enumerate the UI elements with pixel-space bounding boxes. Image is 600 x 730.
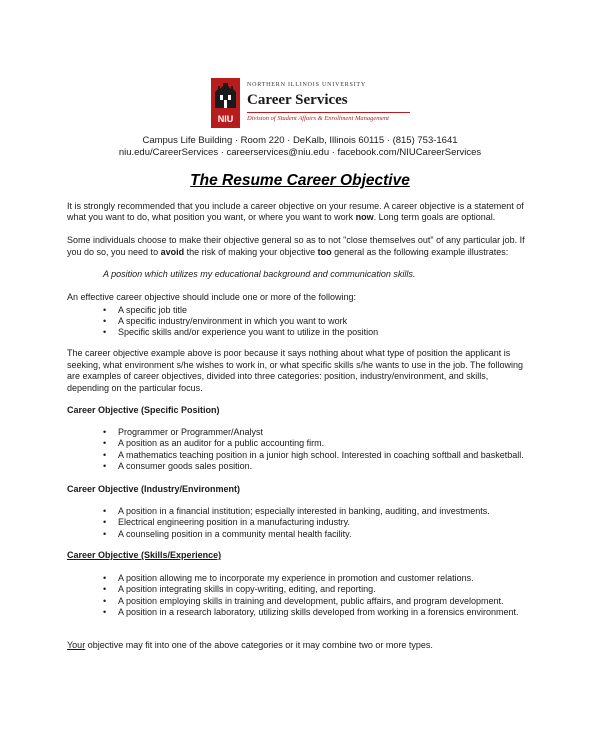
p1-line-2: what you want to do, what position you want, or where you want to work now. Long term goals are optional. [67, 212, 496, 222]
effective-intro: An effective career objective should include one or more of the following: [67, 292, 357, 302]
org-name: Career Services [247, 92, 348, 108]
p3-line-4: depending on the particular focus. [67, 383, 203, 393]
logo-divider [247, 112, 410, 113]
division-name: Division of Student Affairs & Enrollment Management [247, 115, 389, 122]
svg-text:NIU: NIU [217, 114, 234, 124]
closing-line: Your objective may fit into one of the above categories or it may combine two or more types. [67, 640, 433, 650]
p3-line-2: seeking, what environment s/he wishes to work in, or what specific skills s/he wants to use in the job. The following [67, 360, 524, 370]
career-services-logo [211, 78, 421, 128]
section-heading-industry: Career Objective (Industry/Environment) [67, 484, 241, 494]
university-name: NORTHERN ILLINOIS UNIVERSITY [247, 82, 367, 88]
p3-line-3: are examples of career objectives, divided into three categories: position, industry/environment, and skills, [67, 371, 489, 381]
section-heading-position: Career Objective (Specific Position) [67, 405, 220, 415]
section-heading-skills: Career Objective (Skills/Experience) [67, 550, 222, 560]
p1-line-1: It is strongly recommended that you include a career objective on your resume. A career objective is a statement of [67, 201, 524, 211]
p2-line-2: you do so, you need to avoid the risk of making your objective too general as the following example illustrates: [67, 247, 509, 257]
web-line: niu.edu/CareerServices · careerservices@niu.edu · facebook.com/NIUCareerServices [118, 147, 482, 158]
niu-logo-icon [211, 78, 240, 128]
address-line: Campus Life Building · Room 220 · DeKalb, Illinois 60115 · (815) 753-1641 [142, 135, 458, 146]
document-page: NIU NORTHERN ILLINOIS UNIVERSITY Career Services Division of Student Affairs & Enrollment Management Campus Life Building · Room 220 · DeKalb, Illinois 60115 · (815) 753-1641 niu.edu/CareerServices · careerservices@niu.edu · facebook.com/NIUCareerServices The Resume Career Objective It is strongly recommended that you include a career objective on your resume. A career objective is a statement of what you want to do, what position you want, or where you want to work now. Long term goals are optional. Some individuals choose to make their objective general so as to not "close themselves out" of any particular job. If you do so, you need to avoid the risk of making your objective too general as the following example illustrates: A position which utilizes my educational background and communication skills. An effective career objective should include one or more of the following: • A specific job title • A specific industry/environment in which you want to work • Specific skills and/or experience you want to utilize in the position The career objective example above is poor because it says nothing about what type of position the applicant is seeking, what environment s/he wishes to work in, or what specific skills s/he wants to use in the job. The following are examples of career objectives, divided into three categories: position, industry/environment, and skills, depending on the particular focus. Career Objective (Specific Position) • Programmer or Programmer/Analyst • A position as an auditor for a public accounting firm. • A mathematics teaching position in a junior high school. Interested in coaching softball and basketball. • A consumer goods sales position. Career Objective (Industry/Environment) • A position in a financial institution; especially interested in banking, auditing, and investments. • Electrical engineering position in a manufacturing industry. • A counseling position in a community mental health facility. Career Objective (Skills/Experience) • A position allowing me to incorporate my experience in promotion and customer relations. • A position integrating skills in copy-writing, editing, and reporting. • A position employing skills in training and development, public affairs, and program development. • A position in a research laboratory, utilizing skills developed from working in a forensics environment. Your objective may fit into one of the above categories or it may combine two or more types. [0, 0, 600, 730]
p2-line-1: Some individuals choose to make their objective general so as to not "close themselves out" of any particular job. If [67, 235, 525, 245]
page-title: The Resume Career Objective [190, 172, 410, 189]
example-objective: A position which utilizes my educational background and communication skills. [103, 269, 416, 279]
p3-line-1: The career objective example above is poor because it says nothing about what type of position the applicant is [67, 348, 511, 358]
